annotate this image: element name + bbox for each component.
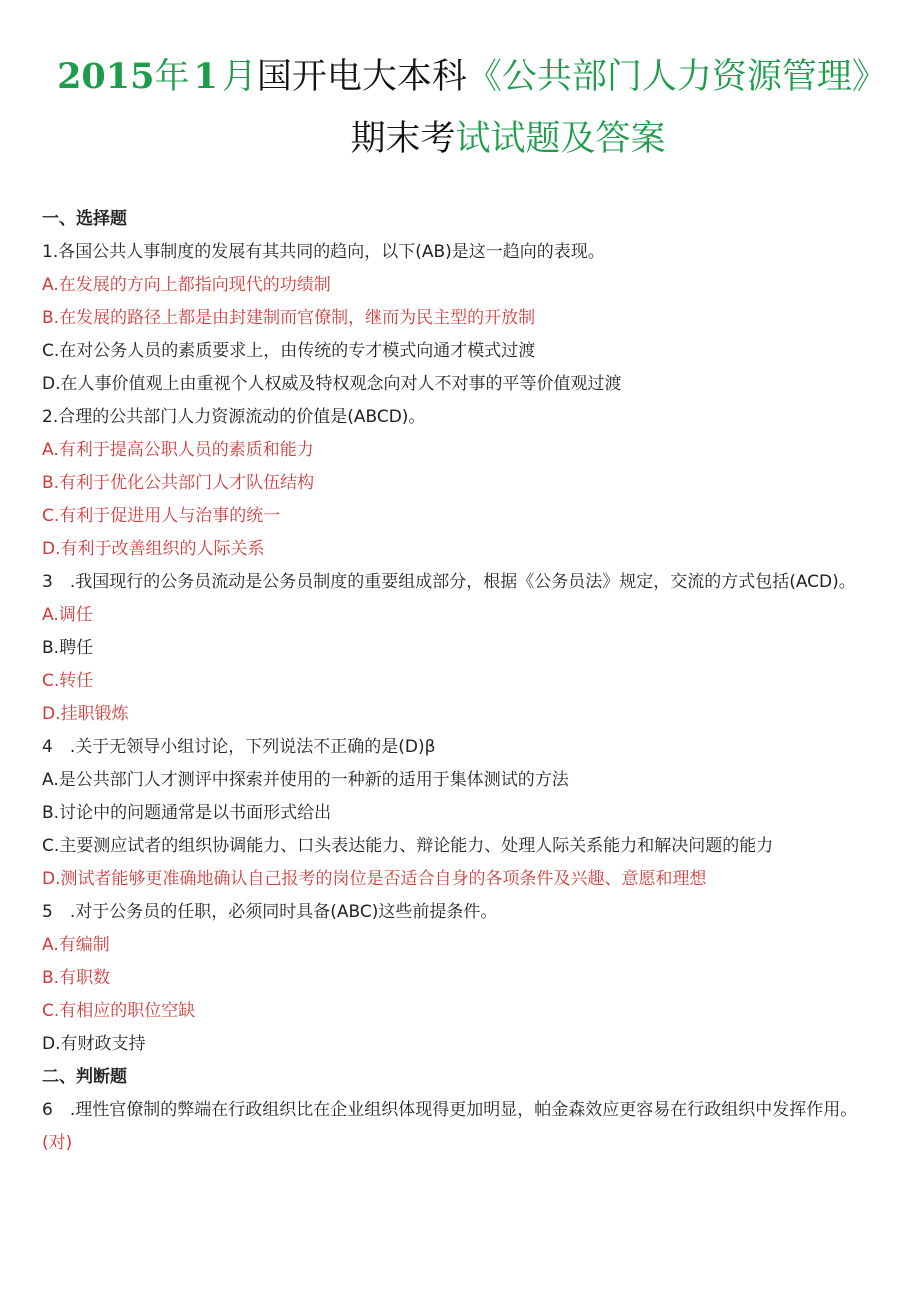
section-heading: 一、选择题 <box>42 209 127 229</box>
answer-option: A.有编制 <box>42 935 110 955</box>
title-answers: 试试题及答案 <box>455 119 666 159</box>
question-stem: 5 .对于公务员的任职，必须同时具备(ABC)这些前提条件。 <box>42 902 498 922</box>
answer-option: C.有利于促进用人与治事的统一 <box>42 506 281 526</box>
section-heading: 二、判断题 <box>42 1067 127 1087</box>
answer-option: A.有利于提高公职人员的素质和能力 <box>42 440 314 460</box>
question-stem: 3 .我国现行的公务员流动是公务员制度的重要组成部分，根据《公务员法》规定，交流的方式包括(ACD)。 <box>42 572 856 592</box>
title-course: 《公共部门人力资源管理》 <box>466 57 887 97</box>
question-list <box>42 203 882 1094</box>
option: D.有财政支持 <box>42 1034 146 1054</box>
title-yue: 月 <box>221 57 257 97</box>
title-year: 2015 <box>57 56 155 97</box>
document-title-line-2 <box>0 116 920 162</box>
answer-option: C.转任 <box>42 671 94 691</box>
title-exam: 期末考 <box>350 119 456 159</box>
option: D.在人事价值观上由重视个人权威及特权观念向对人不对事的平等价值观过渡 <box>42 374 622 394</box>
answer-option: C.有相应的职位空缺 <box>42 1001 196 1021</box>
title-month: 1 <box>193 56 218 97</box>
option: A.是公共部门人才测评中探索并使用的一种新的适用于集体测试的方法 <box>42 770 569 790</box>
answer-option: A.在发展的方向上都指向现代的功绩制 <box>42 275 331 295</box>
title-school: 国开电大本科 <box>256 57 467 97</box>
answer-option: D.挂职锻炼 <box>42 704 129 724</box>
title-nian: 年 <box>154 57 190 97</box>
question-6-text: 6 .理性官僚制的弊端在行政组织比在企业组织体现得更加明显，帕金森效应更容易在行政组织中发挥作用。 <box>42 1100 858 1120</box>
question-stem: 4 .关于无领导小组讨论，下列说法不正确的是(D)β <box>42 737 436 757</box>
answer-option: B.在发展的路径上都是由封建制而官僚制，继而为民主型的开放制 <box>42 308 536 328</box>
answer-option: D.有利于改善组织的人际关系 <box>42 539 265 559</box>
document-body <box>42 203 882 1160</box>
answer-option: D.测试者能够更准确地确认自己报考的岗位是否适合自身的各项条件及兴趣、意愿和理想 <box>42 869 707 889</box>
question-stem: 1.各国公共人事制度的发展有其共同的趋向，以下(AB)是这一趋向的表现。 <box>42 242 605 262</box>
question-6 <box>42 1094 882 1160</box>
option: C.在对公务人员的素质要求上，由传统的专才模式向通才模式过渡 <box>42 341 536 361</box>
option: C.主要测应试者的组织协调能力、口头表达能力、辩论能力、处理人际关系能力和解决问题的能力 <box>42 836 774 856</box>
question-6-answer: (对) <box>42 1133 73 1153</box>
option: B.讨论中的问题通常是以书面形式给出 <box>42 803 332 823</box>
document-title-line-1 <box>0 54 920 100</box>
option: B.聘任 <box>42 638 94 658</box>
question-stem: 2.合理的公共部门人力资源流动的价值是(ABCD)。 <box>42 407 426 427</box>
answer-option: B.有利于优化公共部门人才队伍结构 <box>42 473 315 493</box>
answer-option: A.调任 <box>42 605 93 625</box>
answer-option: B.有职数 <box>42 968 111 988</box>
